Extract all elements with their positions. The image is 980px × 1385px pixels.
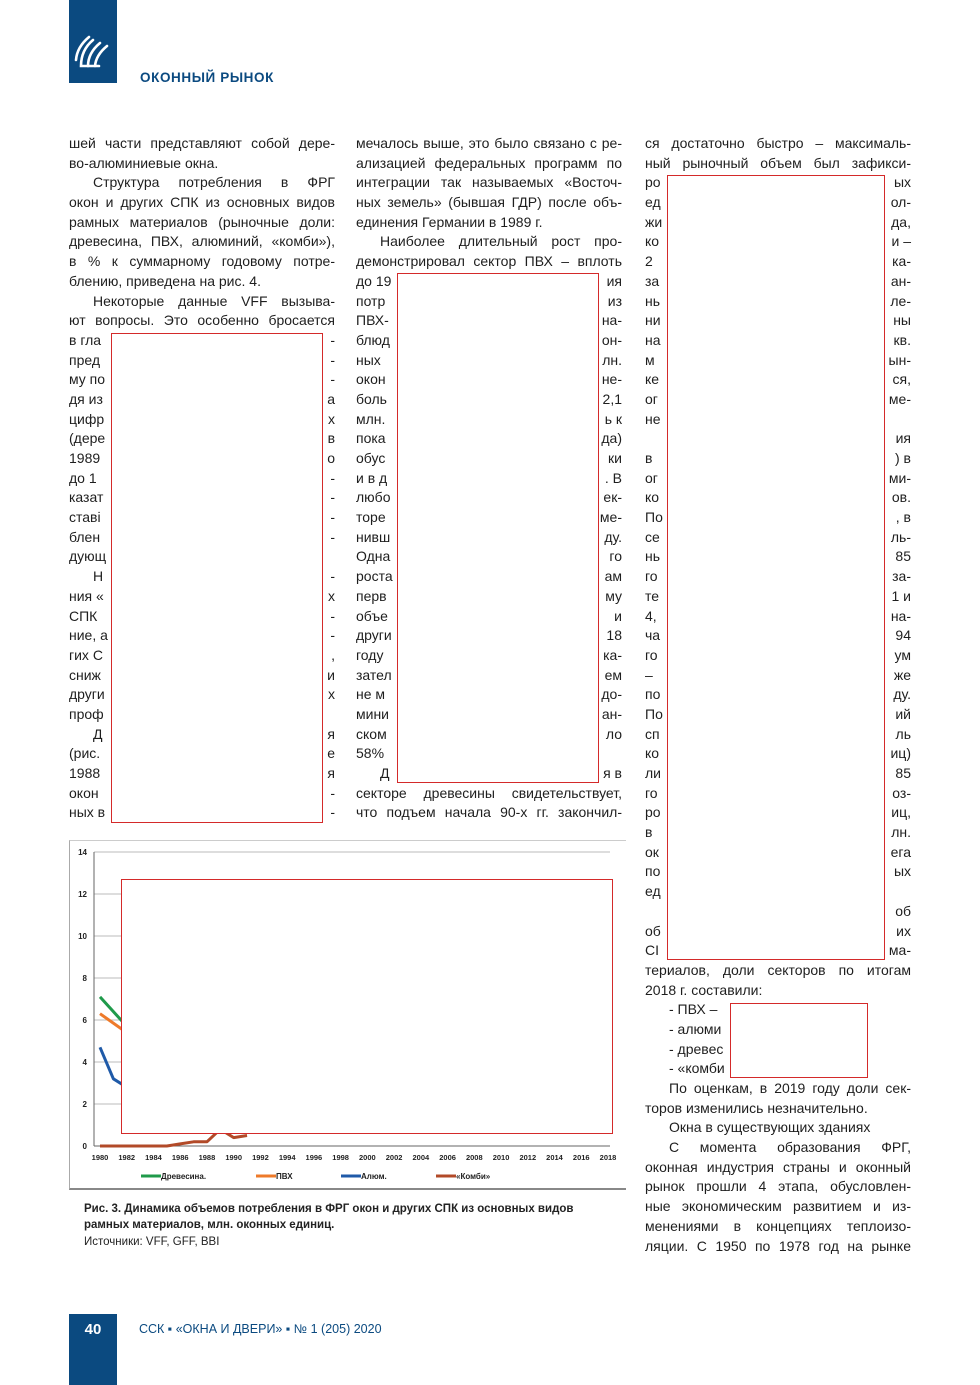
text-fragment-right: за- [892, 568, 911, 585]
text-fragment-left: и в д [356, 469, 388, 486]
text-fragment-left: ных в [69, 804, 106, 821]
text-fragment-left: ко [645, 745, 660, 762]
text-line: 2018 г. составили: [645, 981, 763, 998]
text-fragment-left: дя из [69, 390, 103, 407]
text-fragment-right: ки [608, 450, 622, 466]
text-fragment-left: ок [645, 843, 659, 860]
text-fragment-right: - [330, 528, 335, 545]
x-tick-label: 2014 [546, 1153, 563, 1162]
text-line: - алюми [669, 1020, 722, 1037]
text-fragment-right: ия [606, 272, 622, 289]
text-fragment-left: нивш [356, 528, 391, 545]
text-fragment-right: 85 [895, 548, 911, 565]
text-fragment-right: ка- [603, 646, 622, 663]
x-tick-label: 2018 [599, 1153, 617, 1162]
text-line: мечалось выше, это было связано с ре- [356, 135, 622, 151]
text-fragment-right: му [605, 587, 622, 604]
text-line: Окна в существующих зданиях [669, 1119, 871, 1136]
x-tick-label: 2002 [385, 1153, 403, 1162]
text-fragment-right: из [607, 292, 622, 309]
text-fragment-right: го [609, 548, 622, 565]
text-fragment-left: роста [356, 568, 393, 585]
text-fragment-right: ых [893, 174, 911, 191]
figure-source: Источники: VFF, GFF, BBI [84, 1236, 220, 1248]
x-tick-label: 1984 [145, 1153, 162, 1162]
text-line: Наиболее длительный рост про- [380, 233, 622, 250]
text-line: Некоторые данные VFF вызыва- [93, 292, 335, 309]
text-fragment-right: да) [601, 430, 622, 447]
text-fragment-left: По [645, 509, 663, 526]
text-line: торов изменились незначительно. [645, 1099, 868, 1116]
x-tick-label: 2008 [465, 1153, 483, 1162]
text-fragment-left: не [645, 410, 661, 427]
x-tick-label: 1992 [252, 1153, 269, 1162]
text-fragment-right: ка- [892, 253, 911, 270]
text-fragment-right: ма- [888, 942, 911, 959]
text-fragment-right: ле- [890, 292, 911, 309]
page-number: 40 [84, 1321, 102, 1338]
text-fragment-left: го [645, 646, 658, 663]
text-line: окон и других СПК из основных видов [69, 194, 335, 211]
text-fragment-left: году [356, 646, 384, 663]
text-line: ные экономическим развитием и из- [645, 1198, 911, 1215]
text-fragment-left: гих С [69, 646, 103, 663]
text-fragment-right: на- [601, 312, 622, 329]
text-line: что подъем начала 90-х гг. закончил- [356, 804, 622, 821]
text-fragment-left: 1988 [69, 765, 101, 781]
text-fragment-right: ду. [604, 528, 622, 545]
text-fragment-left: ском [356, 725, 387, 742]
text-fragment-right: ь к [604, 410, 622, 427]
text-fragment-left: ни [645, 312, 661, 329]
x-tick-label: 2000 [359, 1153, 376, 1162]
text-fragment-right: ме- [888, 390, 911, 407]
text-fragment-right: я в [603, 765, 622, 781]
text-fragment-left: жи [645, 213, 663, 230]
text-line: демонстрировал сектор ПВХ – вплоть [356, 253, 622, 270]
text-fragment-left: ных [356, 351, 381, 368]
text-fragment-left: ро [645, 804, 661, 821]
text-fragment-right: не- [601, 371, 622, 388]
y-tick-label: 2 [82, 1100, 87, 1109]
text-fragment-left: дующ [69, 548, 107, 565]
text-fragment-left: – [645, 666, 653, 683]
text-line: рынок прошли 4 этапа, обусловлен- [645, 1178, 911, 1195]
text-fragment-right: ам [604, 568, 622, 585]
text-fragment-left: ко [645, 489, 660, 506]
text-fragment-left: по [645, 863, 661, 880]
text-fragment-left: пока [356, 430, 386, 447]
text-fragment-left: торе [356, 509, 386, 526]
text-fragment-right: ых [893, 863, 911, 880]
text-line: териалов, доли секторов по итогам [645, 961, 911, 978]
text-fragment-right: х [328, 410, 335, 427]
text-fragment-left: об [645, 922, 661, 939]
text-fragment-left: ПВХ- [356, 312, 389, 329]
text-line: единения Германии в 1989 г. [356, 213, 543, 230]
text-fragment-left: окон [356, 371, 386, 388]
text-line: шей части представляют собой дере- [69, 135, 335, 151]
y-tick-label: 8 [82, 974, 87, 983]
x-tick-label: 2016 [572, 1153, 590, 1162]
text-fragment-right: иц, [891, 804, 911, 821]
text-fragment-right: - [330, 469, 335, 486]
text-fragment-right: ов. [891, 489, 911, 506]
text-fragment-left: ния « [69, 587, 104, 604]
text-line: - «комби [669, 1060, 725, 1077]
text-fragment-left: нь [645, 292, 661, 309]
text-fragment-left: 1989 [69, 450, 101, 466]
y-tick-label: 14 [78, 848, 87, 857]
text-fragment-left: Д [380, 765, 390, 781]
text-fragment-right: - [330, 489, 335, 506]
text-fragment-right: я [327, 725, 335, 742]
x-tick-label: 1990 [225, 1153, 243, 1162]
text-fragment-right: ло [605, 725, 622, 742]
text-fragment-left: зател [356, 666, 392, 683]
x-tick-label: 2004 [412, 1153, 430, 1162]
text-line: менениями в концепциях теплоизо- [645, 1217, 911, 1234]
text-fragment-left: блюд [356, 331, 390, 348]
text-fragment-right: ан- [601, 705, 622, 722]
text-line: секторе древесины свидетельствует, [356, 784, 622, 801]
logo-icon [69, 0, 117, 83]
x-tick-label: 2006 [439, 1153, 456, 1162]
text-fragment-left: перв [356, 587, 387, 604]
text-fragment-right: - [330, 568, 335, 585]
text-fragment-right: ега [890, 843, 911, 860]
text-line: - ПВХ – [669, 1001, 718, 1018]
text-fragment-right: на- [890, 607, 911, 624]
section-title: ОКОННЫЙ РЫНОК [140, 70, 274, 85]
x-tick-label: 1980 [91, 1153, 109, 1162]
redaction-box [397, 273, 599, 783]
text-fragment-left: пред [69, 351, 101, 368]
text-fragment-right: да, [891, 213, 911, 230]
text-fragment-right: 85 [895, 765, 911, 781]
text-fragment-left: 2 [645, 253, 653, 270]
text-fragment-left: до 19 [356, 272, 392, 289]
text-fragment-left: СІ [645, 942, 659, 959]
text-fragment-left: го [645, 784, 658, 801]
text-fragment-right: а [327, 390, 335, 407]
text-fragment-right: ль- [890, 528, 911, 545]
text-fragment-right: ия [895, 430, 911, 447]
text-fragment-left: млн. [356, 410, 386, 427]
x-tick-label: 1996 [305, 1153, 323, 1162]
text-fragment-left: Н [93, 568, 104, 585]
text-fragment-right: - [330, 351, 335, 368]
text-fragment-right: , в [895, 509, 911, 526]
text-fragment-right: он- [601, 331, 622, 348]
text-fragment-right: и [327, 666, 335, 683]
text-fragment-left: объе [356, 607, 388, 624]
text-fragment-left: любо [356, 489, 391, 506]
text-fragment-left: потр [356, 292, 386, 309]
text-fragment-left: 4, [645, 607, 657, 624]
text-fragment-right: . В [604, 469, 622, 486]
text-fragment-right: ол- [890, 194, 911, 211]
text-fragment-left: Д [93, 725, 103, 742]
text-line: блению, приведена на рис. 4. [69, 272, 261, 289]
text-fragment-right: ем [604, 666, 622, 683]
text-fragment-right: - [330, 331, 335, 348]
text-line: ных земель» (бывшая ГДР) после объ- [356, 194, 622, 211]
text-line: интеграции так называемых «Восточ- [356, 174, 622, 191]
x-tick-label: 1998 [332, 1153, 349, 1162]
text-fragment-left: го [645, 568, 658, 585]
text-fragment-left: ставі [69, 509, 101, 526]
text-fragment-left: проф [69, 705, 104, 722]
text-fragment-right: лн. [602, 351, 622, 368]
text-fragment-left: сниж [69, 666, 101, 683]
text-fragment-right: х [328, 686, 335, 703]
text-fragment-right: ду. [893, 686, 911, 703]
text-fragment-left: ро [645, 174, 661, 191]
text-fragment-left: (рис. [69, 745, 101, 762]
text-line: во-алюминиевые окна. [69, 154, 219, 171]
text-fragment-left: му по [69, 371, 106, 388]
text-line: ный рыночный объем был зафикси- [645, 154, 911, 171]
legend-label: «Комби» [456, 1172, 491, 1181]
text-fragment-left: блен [69, 528, 101, 545]
text-fragment-right: - [330, 784, 335, 801]
text-fragment-right: , [331, 646, 335, 663]
text-fragment-right: и [614, 607, 622, 624]
text-fragment-left: ние, а [69, 627, 108, 644]
text-line: в % к суммарному годовому потре- [69, 253, 335, 270]
text-fragment-left: не м [356, 686, 386, 703]
text-fragment-left: на [645, 331, 661, 348]
text-fragment-left: казат [69, 489, 104, 506]
x-tick-label: 1982 [118, 1153, 136, 1162]
text-fragment-right: - [330, 371, 335, 388]
y-tick-label: 0 [82, 1142, 87, 1151]
text-fragment-right: ) в [895, 450, 911, 466]
figure-caption: Рис. 3. Динамика объемов потребления в ФРГ окон и других СПК из основных видов рамных материалов, млн. оконных единиц. [84, 1203, 574, 1231]
text-fragment-right: их [896, 922, 911, 939]
text-fragment-left: се [645, 528, 660, 545]
text-fragment-right: в [327, 430, 335, 447]
text-fragment-left: м [645, 351, 655, 368]
text-fragment-left: обус [356, 450, 386, 466]
text-fragment-right: - [330, 509, 335, 526]
text-fragment-right: ек- [603, 489, 622, 506]
text-fragment-right: до- [601, 686, 622, 703]
text-fragment-left: 58% [356, 745, 385, 762]
text-fragment-left: ко [645, 233, 660, 250]
text-fragment-left: в [645, 450, 653, 466]
text-fragment-left: те [645, 587, 660, 604]
text-line: По оценкам, в 2019 году доли сек- [669, 1080, 911, 1096]
footer-page-block [69, 1314, 117, 1385]
text-fragment-right: ын- [888, 351, 911, 368]
text-fragment-right: иц) [890, 745, 911, 762]
text-fragment-right: ум [894, 646, 911, 663]
legend-label: Древесина. [161, 1172, 207, 1181]
x-tick-label: 1994 [278, 1153, 296, 1162]
text-line: ют вопросы. Это особенно бросается [69, 312, 335, 329]
text-fragment-right: и – [891, 233, 911, 250]
text-fragment-left: в гла [69, 331, 102, 348]
redaction-box [730, 1003, 868, 1078]
y-tick-label: 10 [78, 932, 87, 941]
text-fragment-right: кв. [893, 331, 911, 348]
text-fragment-right: же [893, 666, 911, 683]
y-tick-label: 6 [82, 1016, 87, 1025]
text-fragment-left: ча [645, 627, 661, 644]
text-fragment-right: ий [895, 705, 911, 722]
text-fragment-left: ог [645, 469, 658, 486]
text-fragment-left: боль [356, 390, 387, 407]
text-fragment-left: до 1 [69, 469, 97, 486]
text-line: оконная индустрия страны и оконный [645, 1158, 911, 1175]
text-line: рамных материалов (рыночные доли: [69, 213, 335, 230]
text-line: ализацией федеральных программ по [356, 154, 622, 171]
text-fragment-left: за [645, 272, 660, 289]
text-fragment-right: оз- [892, 784, 911, 801]
text-fragment-left: Одна [356, 548, 391, 565]
publication-info: ССК ▪ «ОКНА И ДВЕРИ» ▪ № 1 (205) 2020 [139, 1322, 382, 1336]
text-fragment-left: (дере [69, 430, 106, 447]
x-tick-label: 1986 [171, 1153, 189, 1162]
x-tick-label: 1988 [198, 1153, 216, 1162]
text-fragment-left: други [69, 686, 105, 703]
text-fragment-left: По [645, 705, 663, 722]
text-line: ся достаточно быстро – максималь- [645, 135, 911, 151]
text-fragment-right: 18 [606, 627, 622, 644]
y-tick-label: 12 [78, 890, 87, 899]
text-line: древесина, ПВХ, алюминий, «комби»), [69, 233, 335, 250]
redaction-box [121, 879, 613, 1134]
text-fragment-right: 1 и [891, 587, 911, 604]
y-tick-label: 4 [82, 1058, 87, 1067]
text-fragment-left: цифр [69, 410, 105, 427]
text-fragment-left: сп [645, 725, 660, 742]
text-fragment-right: ль [895, 725, 911, 742]
text-fragment-right: - [330, 607, 335, 624]
text-fragment-right: я [327, 765, 335, 781]
text-fragment-right: е [327, 745, 335, 762]
text-fragment-right: 2,1 [602, 390, 622, 407]
text-fragment-right: 94 [895, 627, 911, 644]
text-fragment-right: лн. [891, 824, 911, 841]
text-fragment-left: по [645, 686, 661, 703]
text-fragment-right: о [327, 450, 335, 466]
text-fragment-left: ке [645, 371, 660, 388]
legend-label: ПВХ [276, 1172, 293, 1181]
text-fragment-right: - [330, 627, 335, 644]
text-line: - древес [669, 1040, 724, 1057]
text-fragment-right: - [330, 804, 335, 821]
text-fragment-left: окон [69, 784, 99, 801]
text-line: С момента образования ФРГ, [669, 1139, 911, 1156]
text-fragment-left: в [645, 824, 653, 841]
x-tick-label: 2010 [492, 1153, 510, 1162]
text-fragment-left: други [356, 627, 392, 644]
x-tick-label: 2012 [519, 1153, 537, 1162]
text-fragment-left: мини [356, 705, 389, 722]
redaction-box [667, 175, 885, 960]
text-fragment-left: нь [645, 548, 661, 565]
text-fragment-right: ме- [599, 509, 622, 526]
header-logo-block [69, 0, 117, 83]
legend-label: Алюм. [361, 1172, 387, 1181]
text-fragment-right: ми- [888, 469, 911, 486]
text-fragment-left: ли [645, 765, 661, 781]
text-fragment-right: ся, [892, 371, 911, 388]
text-fragment-left: ог [645, 390, 658, 407]
text-fragment-right: ны [893, 312, 911, 329]
text-line: Структура потребления в ФРГ [93, 174, 335, 191]
text-fragment-left: ед [645, 883, 661, 900]
text-fragment-left: ед [645, 194, 661, 211]
text-line: ляции. С 1950 по 1978 год на рынке [645, 1237, 911, 1254]
text-fragment-left: СПК [69, 607, 98, 624]
redaction-box [111, 333, 323, 823]
text-fragment-right: об [895, 902, 911, 919]
text-fragment-right: х [328, 587, 335, 604]
text-fragment-right: ан- [890, 272, 911, 289]
